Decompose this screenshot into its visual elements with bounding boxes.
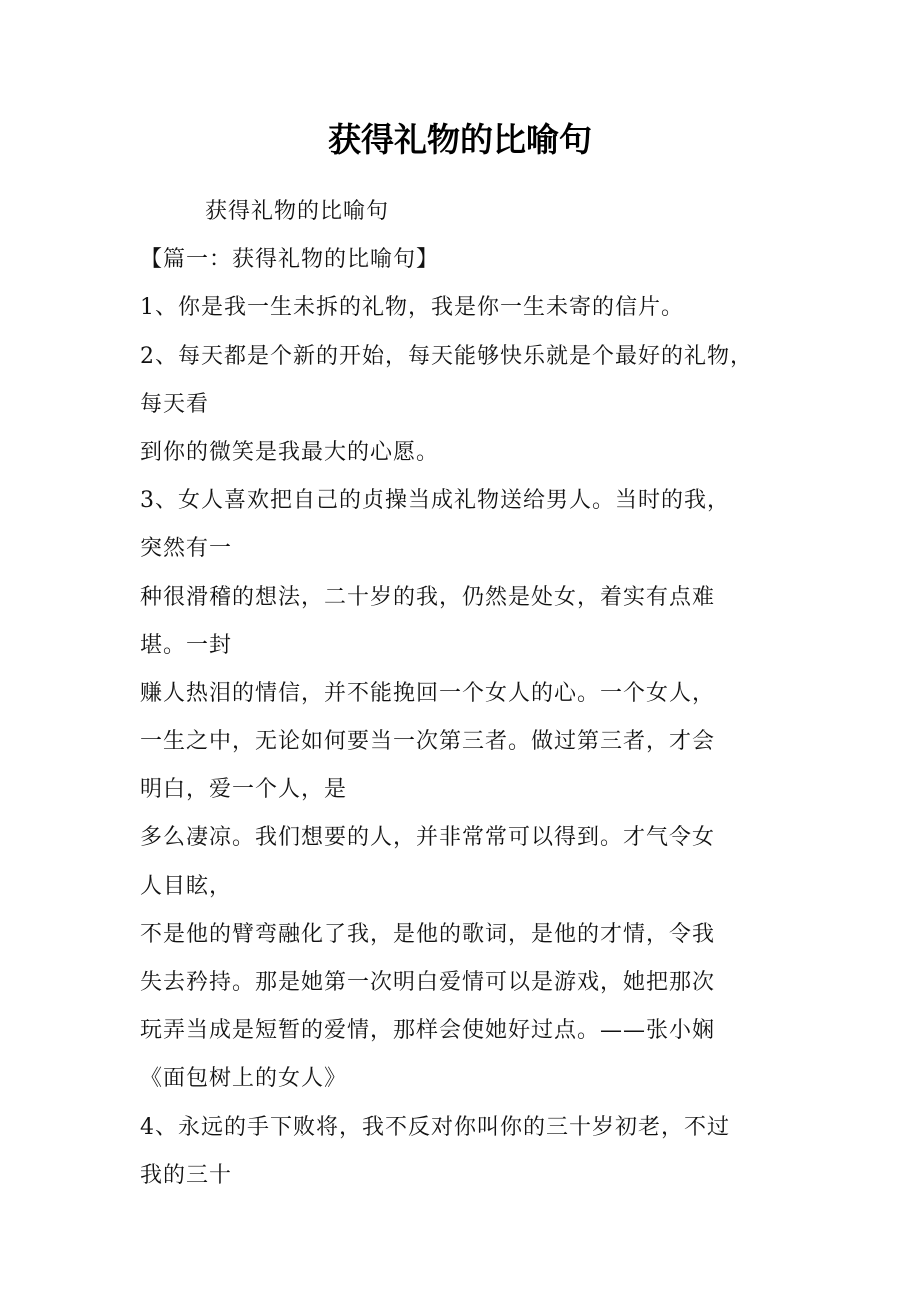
text-line: 3、女人喜欢把自己的贞操当成礼物送给男人。当时的我， xyxy=(140,488,730,514)
text-line: 不是他的臂弯融化了我，是他的歌词，是他的才情，令我 xyxy=(140,921,716,947)
document-subtitle: 获得礼物的比喻句 xyxy=(205,199,390,224)
text-line: 失去矜持。那是她第一次明白爱情可以是游戏，她把那次 xyxy=(140,970,716,995)
text-line: 2、每天都是个新的开始，每天能够快乐就是个最好的礼物， xyxy=(140,343,753,369)
text-line: 多么凄凉。我们想要的人，并非常常可以得到。才气令女 xyxy=(140,825,716,851)
text-line: 赚人热泪的情信，并不能挽回一个女人的心。一个女人， xyxy=(140,680,716,706)
text-line: 堪。一封 xyxy=(140,632,233,658)
section-heading: 【篇一：获得礼物的比喻句】 xyxy=(140,247,440,273)
text-line: 玩弄当成是短暂的爱情，那样会使她好过点。——张小娴 xyxy=(140,1018,716,1044)
text-line: 种很滑稽的想法，二十岁的我，仍然是处女，着实有点难 xyxy=(140,584,716,610)
text-line: 人目眩， xyxy=(140,873,233,899)
document-body xyxy=(140,188,800,1200)
document-title: 获得礼物的比喻句 xyxy=(328,120,592,159)
text-line: 1、你是我一生未拆的礼物，我是你一生未寄的信片。 xyxy=(140,295,684,321)
text-line: 我的三十 xyxy=(140,1162,233,1188)
text-line: 每天看 xyxy=(140,391,210,417)
text-line: 突然有一 xyxy=(140,536,233,562)
text-line: 4、永远的手下败将，我不反对你叫你的三十岁初老，不过 xyxy=(140,1114,730,1140)
text-line: 《面包树上的女人》 xyxy=(140,1066,348,1092)
text-line: 到你的微笑是我最大的心愿。 xyxy=(140,439,440,465)
text-line: 一生之中，无论如何要当一次第三者。做过第三者，才会 xyxy=(140,729,716,755)
text-line: 明白，爱一个人，是 xyxy=(140,777,348,803)
